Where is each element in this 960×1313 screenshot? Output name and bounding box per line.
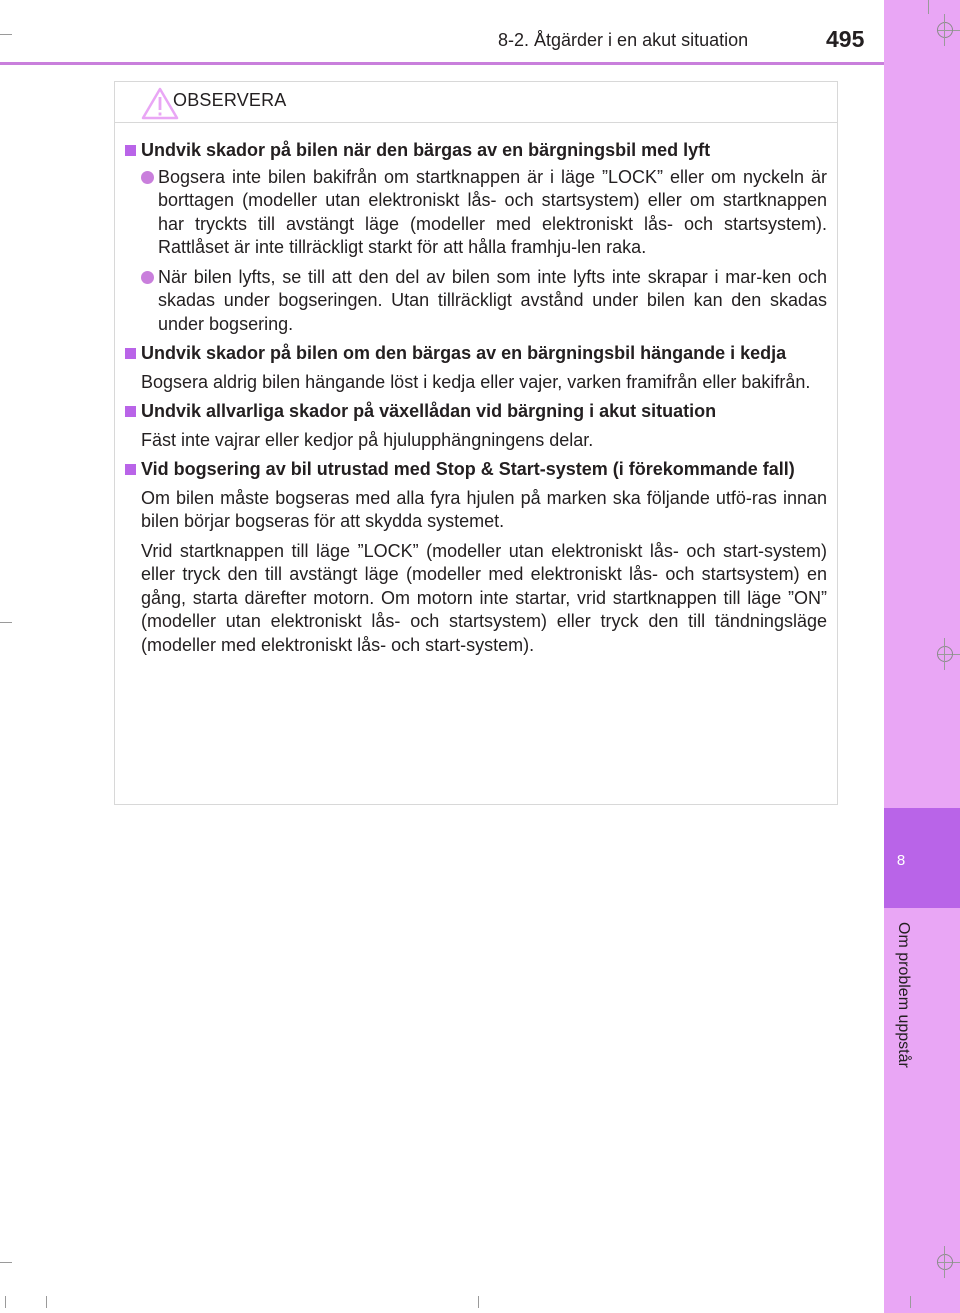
section-heading xyxy=(125,400,827,424)
section-heading-text: Undvik skador på bilen när den bärgas av en bärgningsbil med lyft xyxy=(141,140,711,160)
caution-section xyxy=(125,342,827,394)
paragraph: Vrid startknappen till läge ”LOCK” (modeller utan elektroniskt lås- och start-system) eller tryck den till avstängt läge (modeller med elektroniskt lås- och startsystem) en gång, starta därefter motorn. Om motorn inte startar, vrid startknappen till läge ”ON” (modeller utan elektroniskt lås- och startsystem) eller tryck den till tändningsläge (modeller med elektroniskt lås- och start-system). xyxy=(141,540,827,655)
caution-section xyxy=(125,458,827,657)
crop-mark xyxy=(944,14,945,46)
section-heading-text: Vid bogsering av bil utrustad med Stop & Start-system (i förekommande fall) xyxy=(141,459,795,479)
paragraph: Bogsera aldrig bilen hängande löst i kedja eller vajer, varken framifrån eller bakifrån. xyxy=(141,371,811,392)
section-title: 8-2. Åtgärder i en akut situation xyxy=(498,30,749,50)
caution-section xyxy=(125,139,827,336)
caution-body xyxy=(115,123,837,657)
section-heading-text: Undvik skador på bilen om den bärgas av en bärgningsbil hängande i kedja xyxy=(141,343,787,363)
chapter-title: Om problem uppstår xyxy=(895,922,912,1068)
bullet-item xyxy=(125,266,827,337)
section-heading xyxy=(125,458,827,482)
caution-section xyxy=(125,400,827,452)
caution-header xyxy=(115,82,837,123)
crop-mark xyxy=(910,1296,911,1308)
chapter-number: 8 xyxy=(896,852,906,869)
paragraph: Fäst inte vajrar eller kedjor på hjulupphängningens delar. xyxy=(141,429,594,450)
crop-mark xyxy=(5,1296,6,1308)
crop-mark xyxy=(944,1246,945,1278)
crop-mark xyxy=(0,622,12,623)
caution-label: OBSERVERA xyxy=(173,90,287,110)
registration-mark xyxy=(937,1254,953,1270)
crop-mark xyxy=(46,1296,47,1308)
crop-mark xyxy=(944,638,945,670)
caution-box xyxy=(114,81,838,805)
round-bullet-icon xyxy=(141,171,154,184)
registration-mark xyxy=(937,646,953,662)
header-rule xyxy=(0,62,884,65)
square-bullet-icon xyxy=(125,464,136,475)
bullet-text: Bogsera inte bilen bakifrån om startknappen är i läge ”LOCK” eller om nyckeln är borttagen (modeller utan elektroniskt lås- och startsystem) eller om startknappen har tryckts till avstängt läge (modeller med elektroniskt lås- och startsystem). Rattlåset är inte tillräckligt starkt för att hålla framhju-len raka. xyxy=(158,166,827,257)
page-number: 495 xyxy=(826,26,865,52)
section-heading xyxy=(125,139,827,163)
bullet-text: När bilen lyfts, se till att den del av bilen som inte lyfts inte skrapar i mar-ken och skadas under bogseringen. Utan tillräckligt avstånd under bilen kan den skadas under bogsering. xyxy=(158,266,827,334)
section-heading-text: Undvik allvarliga skador på växellådan vid bärgning i akut situation xyxy=(141,401,717,421)
square-bullet-icon xyxy=(125,145,136,156)
crop-mark xyxy=(478,1296,479,1308)
crop-mark xyxy=(0,34,12,35)
registration-mark xyxy=(937,22,953,38)
square-bullet-icon xyxy=(125,348,136,359)
watermark: OM52F75SE xyxy=(712,1276,857,1304)
bullet-item xyxy=(125,166,827,260)
paragraph: Om bilen måste bogseras med alla fyra hjulen på marken ska följande utfö-ras innan bilen börjar bogseras för att skydda systemet. xyxy=(141,487,827,531)
section-heading xyxy=(125,342,827,366)
square-bullet-icon xyxy=(125,406,136,417)
round-bullet-icon xyxy=(141,271,154,284)
crop-mark xyxy=(0,1262,12,1263)
crop-mark xyxy=(928,0,929,14)
